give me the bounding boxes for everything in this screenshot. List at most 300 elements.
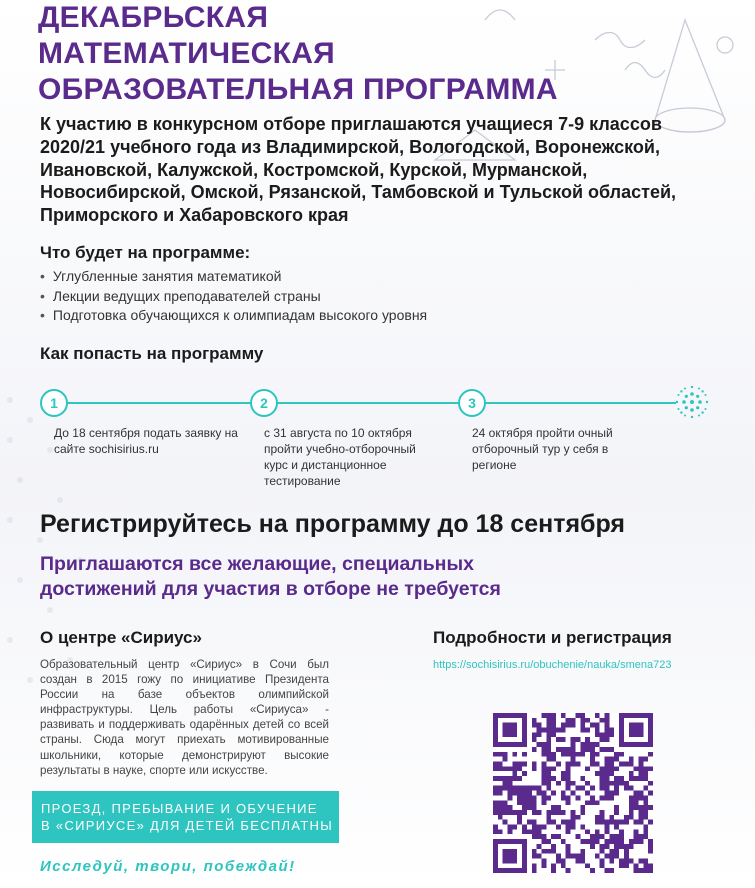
qr-module	[634, 776, 639, 781]
qr-module	[619, 834, 624, 839]
qr-module	[571, 718, 576, 723]
qr-module	[556, 805, 561, 810]
qr-module	[643, 868, 648, 873]
qr-module	[532, 723, 537, 728]
qr-module	[537, 829, 542, 834]
qr-module	[624, 858, 629, 863]
qr-module	[619, 752, 624, 757]
qr-module	[595, 800, 600, 805]
qr-module	[532, 805, 537, 810]
qr-module	[619, 844, 624, 849]
qr-module	[585, 766, 590, 771]
qr-code[interactable]	[493, 713, 653, 873]
qr-module	[532, 825, 537, 830]
qr-module	[561, 737, 566, 742]
qr-module	[512, 791, 517, 796]
qr-module	[566, 854, 571, 859]
qr-module	[498, 752, 503, 757]
step-2-text: с 31 августа по 10 октября пройти учебно-отборочный курс и дистанционное тестирование	[264, 426, 416, 488]
qr-module	[532, 718, 537, 723]
qr-module	[561, 747, 566, 752]
qr-module	[561, 791, 566, 796]
qr-module	[629, 786, 634, 791]
qr-module	[571, 854, 576, 859]
qr-module	[512, 766, 517, 771]
register-subheading	[40, 552, 501, 602]
qr-module	[561, 713, 566, 718]
qr-module	[605, 795, 610, 800]
qr-module	[508, 781, 513, 786]
qr-module	[643, 786, 648, 791]
qr-module	[629, 805, 634, 810]
qr-module	[493, 791, 498, 796]
qr-module	[498, 791, 503, 796]
qr-module	[585, 791, 590, 796]
qr-module	[643, 829, 648, 834]
qr-module	[609, 815, 614, 820]
qr-module	[638, 815, 643, 820]
qr-module	[546, 815, 551, 820]
qr-module	[537, 728, 542, 733]
qr-module	[527, 786, 532, 791]
qr-module	[609, 781, 614, 786]
qr-module	[551, 757, 556, 762]
invitation-text: К участию в конкурсном отборе приглашаются учащиеся 7-9 классов 2020/21 учебного года из Владимирской, Вологодской, Воронежской, Ивановской, Калужской, Костромской, Курской, Мурманской, Новосибирской, Омской, Рязанской, Тамбовской и Тульской областей, Приморского и Хабаровского края	[40, 114, 677, 226]
qr-module	[590, 786, 595, 791]
qr-module	[629, 844, 634, 849]
qr-module	[503, 752, 508, 757]
qr-module	[614, 805, 619, 810]
qr-module	[571, 815, 576, 820]
qr-module	[508, 776, 513, 781]
qr-module	[508, 825, 513, 830]
qr-module	[517, 815, 522, 820]
qr-module	[590, 752, 595, 757]
qr-module	[546, 742, 551, 747]
qr-module	[571, 723, 576, 728]
qr-module	[551, 820, 556, 825]
qr-module	[624, 815, 629, 820]
qr-module	[561, 810, 566, 815]
qr-module	[600, 863, 605, 868]
qr-module	[546, 781, 551, 786]
qr-module	[512, 786, 517, 791]
qr-module	[638, 839, 643, 844]
qr-module	[634, 839, 639, 844]
qr-module	[605, 829, 610, 834]
qr-module	[629, 858, 634, 863]
qr-module	[624, 786, 629, 791]
qr-module	[541, 781, 546, 786]
qr-module	[551, 732, 556, 737]
qr-module	[551, 791, 556, 796]
qr-module	[609, 854, 614, 859]
qr-module	[609, 820, 614, 825]
qr-module	[551, 805, 556, 810]
qr-module	[605, 786, 610, 791]
qr-module	[629, 761, 634, 766]
qr-module	[590, 868, 595, 873]
qr-module	[605, 757, 610, 762]
qr-module	[590, 795, 595, 800]
qr-module	[619, 761, 624, 766]
register-sub-line-1: Приглашаются все желающие, специальных	[40, 553, 474, 575]
qr-module	[638, 776, 643, 781]
qr-module	[566, 849, 571, 854]
qr-module	[614, 766, 619, 771]
qr-module	[590, 742, 595, 747]
qr-module	[508, 786, 513, 791]
qr-module	[541, 800, 546, 805]
qr-module	[541, 742, 546, 747]
qr-module	[648, 820, 653, 825]
qr-module	[614, 844, 619, 849]
qr-module	[575, 752, 580, 757]
qr-module	[614, 752, 619, 757]
qr-module	[541, 834, 546, 839]
qr-module	[619, 776, 624, 781]
qr-module	[629, 723, 644, 738]
qr-module	[561, 820, 566, 825]
qr-module	[546, 752, 551, 757]
qr-module	[605, 737, 610, 742]
step-1-text: До 18 сентября подать заявку на сайте sochisirius.ru	[54, 426, 238, 456]
qr-module	[619, 858, 624, 863]
qr-module	[546, 718, 551, 723]
qr-module	[517, 786, 522, 791]
qr-module	[605, 776, 610, 781]
qr-module	[595, 742, 600, 747]
qr-module	[605, 766, 610, 771]
qr-module	[551, 776, 556, 781]
qr-module	[595, 839, 600, 844]
qr-module	[614, 791, 619, 796]
qr-module	[556, 834, 561, 839]
qr-module	[605, 839, 610, 844]
qr-module	[600, 844, 605, 849]
qr-module	[566, 761, 571, 766]
qr-module	[629, 810, 634, 815]
qr-module	[566, 723, 571, 728]
qr-module	[580, 752, 585, 757]
qr-module	[575, 761, 580, 766]
qr-module	[561, 863, 566, 868]
qr-module	[585, 747, 590, 752]
qr-module	[575, 815, 580, 820]
qr-module	[556, 810, 561, 815]
qr-module	[638, 858, 643, 863]
qr-module	[541, 795, 546, 800]
qr-module	[595, 771, 600, 776]
qr-module	[546, 776, 551, 781]
qr-module	[537, 732, 542, 737]
qr-module	[571, 820, 576, 825]
qr-module	[609, 757, 614, 762]
qr-module	[648, 752, 653, 757]
qr-module	[498, 761, 503, 766]
qr-module	[648, 863, 653, 868]
qr-module	[541, 771, 546, 776]
qr-module	[619, 863, 624, 868]
qr-module	[580, 728, 585, 733]
qr-module	[624, 761, 629, 766]
qr-module	[634, 800, 639, 805]
qr-module	[634, 795, 639, 800]
qr-module	[575, 854, 580, 859]
qr-module	[590, 747, 595, 752]
qr-module	[575, 795, 580, 800]
qr-module	[571, 757, 576, 762]
qr-module	[638, 805, 643, 810]
qr-module	[561, 776, 566, 781]
qr-module	[532, 854, 537, 859]
qr-module	[585, 728, 590, 733]
free-banner	[32, 791, 339, 843]
registration-link[interactable]: https://sochisirius.ru/obuchenie/nauka/smena723	[433, 659, 672, 671]
qr-module	[609, 839, 614, 844]
qr-module	[522, 829, 527, 834]
qr-module	[493, 786, 498, 791]
qr-module	[629, 795, 634, 800]
qr-module	[634, 766, 639, 771]
qr-module	[541, 863, 546, 868]
qr-module	[561, 771, 566, 776]
qr-module	[600, 718, 605, 723]
qr-module	[638, 868, 643, 873]
qr-module	[532, 732, 537, 737]
qr-module	[600, 858, 605, 863]
qr-module	[614, 834, 619, 839]
qr-module	[551, 766, 556, 771]
qr-module	[556, 854, 561, 859]
qr-module	[648, 849, 653, 854]
qr-module	[512, 761, 517, 766]
qr-module	[600, 815, 605, 820]
qr-module	[624, 849, 629, 854]
qr-module	[551, 834, 556, 839]
qr-module	[638, 820, 643, 825]
qr-module	[619, 829, 624, 834]
qr-module	[522, 805, 527, 810]
qr-module	[605, 825, 610, 830]
qr-module	[600, 795, 605, 800]
qr-module	[551, 863, 556, 868]
qr-module	[517, 776, 522, 781]
qr-module	[624, 820, 629, 825]
steps-timeline-line	[54, 402, 676, 404]
qr-module	[503, 781, 508, 786]
qr-module	[638, 791, 643, 796]
qr-module	[600, 771, 605, 776]
qr-module	[580, 742, 585, 747]
qr-module	[571, 810, 576, 815]
program-list	[40, 267, 427, 326]
qr-module	[541, 839, 546, 844]
qr-module	[585, 863, 590, 868]
qr-module	[493, 776, 498, 781]
qr-module	[493, 766, 498, 771]
qr-module	[522, 786, 527, 791]
qr-module	[546, 737, 551, 742]
qr-module	[614, 776, 619, 781]
qr-module	[643, 810, 648, 815]
qr-module	[532, 761, 537, 766]
qr-module	[600, 834, 605, 839]
qr-module	[643, 858, 648, 863]
qr-module	[517, 761, 522, 766]
qr-module	[503, 776, 508, 781]
qr-module	[517, 810, 522, 815]
qr-module	[503, 820, 508, 825]
step-1-marker: 1	[40, 389, 68, 417]
qr-module	[532, 829, 537, 834]
qr-module	[493, 810, 498, 815]
qr-module	[643, 815, 648, 820]
qr-module	[512, 810, 517, 815]
qr-module	[498, 805, 503, 810]
qr-module	[566, 825, 571, 830]
program-heading: Что будет на программе:	[40, 243, 251, 262]
qr-module	[503, 800, 508, 805]
qr-module	[643, 800, 648, 805]
qr-module	[532, 849, 537, 854]
qr-module	[546, 713, 551, 718]
qr-module	[609, 834, 614, 839]
qr-module	[595, 820, 600, 825]
qr-module	[546, 757, 551, 762]
qr-module	[590, 757, 595, 762]
qr-module	[643, 766, 648, 771]
qr-module	[537, 844, 542, 849]
qr-module	[517, 766, 522, 771]
qr-module	[566, 771, 571, 776]
qr-module	[614, 810, 619, 815]
qr-module	[638, 771, 643, 776]
qr-module	[580, 810, 585, 815]
qr-module	[541, 728, 546, 733]
free-banner-line-2: В «СИРИУСЕ» ДЛЯ ДЕТЕЙ БЕСПЛАТНЫ	[41, 818, 334, 833]
qr-module	[566, 829, 571, 834]
qr-module	[541, 752, 546, 757]
qr-module	[643, 795, 648, 800]
qr-module	[634, 820, 639, 825]
qr-module	[527, 829, 532, 834]
qr-module	[498, 800, 503, 805]
qr-module	[590, 761, 595, 766]
qr-module	[532, 810, 537, 815]
qr-module	[595, 732, 600, 737]
qr-module	[624, 854, 629, 859]
qr-module	[522, 791, 527, 796]
qr-module	[571, 781, 576, 786]
qr-module	[546, 839, 551, 844]
program-item: • Углубленные занятия математикой	[40, 267, 427, 287]
qr-module	[527, 820, 532, 825]
qr-module	[614, 849, 619, 854]
qr-module	[575, 834, 580, 839]
qr-module	[580, 776, 585, 781]
qr-module	[532, 863, 537, 868]
qr-module	[561, 723, 566, 728]
qr-module	[609, 747, 614, 752]
qr-module	[566, 820, 571, 825]
qr-module	[541, 791, 546, 796]
qr-module	[527, 800, 532, 805]
qr-module	[541, 825, 546, 830]
qr-module	[600, 732, 605, 737]
qr-module	[551, 713, 556, 718]
qr-module	[629, 800, 634, 805]
qr-module	[546, 766, 551, 771]
qr-module	[537, 742, 542, 747]
qr-module	[648, 781, 653, 786]
qr-module	[585, 742, 590, 747]
qr-module	[541, 713, 546, 718]
qr-module	[541, 761, 546, 766]
step-3-text: 24 октября пройти очный отборочный тур у себя в регионе	[472, 426, 613, 472]
qr-module	[503, 810, 508, 815]
qr-module	[580, 713, 585, 718]
qr-module	[614, 781, 619, 786]
qr-module	[546, 723, 551, 728]
qr-module	[634, 834, 639, 839]
qr-module	[566, 718, 571, 723]
qr-module	[609, 849, 614, 854]
qr-module	[648, 791, 653, 796]
qr-module	[585, 718, 590, 723]
qr-module	[580, 805, 585, 810]
qr-module	[605, 761, 610, 766]
qr-module	[546, 820, 551, 825]
qr-module	[605, 718, 610, 723]
qr-module	[537, 810, 542, 815]
qr-module	[522, 825, 527, 830]
qr-module	[590, 839, 595, 844]
qr-module	[561, 752, 566, 757]
qr-module	[600, 810, 605, 815]
qr-module	[600, 786, 605, 791]
qr-module	[498, 776, 503, 781]
qr-module	[634, 829, 639, 834]
qr-module	[580, 786, 585, 791]
qr-module	[551, 718, 556, 723]
qr-module	[498, 810, 503, 815]
qr-module	[561, 795, 566, 800]
qr-module	[629, 776, 634, 781]
page-title	[38, 0, 558, 108]
qr-module	[546, 771, 551, 776]
register-sub-line-2: достижений для участия в отборе не требуется	[40, 578, 501, 600]
qr-module	[508, 766, 513, 771]
qr-module	[605, 723, 610, 728]
qr-module	[566, 868, 571, 873]
qr-module	[648, 805, 653, 810]
qr-module	[517, 800, 522, 805]
qr-module	[614, 839, 619, 844]
qr-module	[580, 849, 585, 854]
qr-module	[556, 761, 561, 766]
qr-module	[638, 795, 643, 800]
qr-module	[493, 800, 498, 805]
qr-module	[571, 791, 576, 796]
free-banner-line-1: ПРОЕЗД, ПРЕБЫВАНИЕ И ОБУЧЕНИЕ	[41, 801, 318, 816]
step-3-marker: 3	[458, 389, 486, 417]
qr-module	[556, 858, 561, 863]
qr-module	[600, 776, 605, 781]
qr-module	[537, 723, 542, 728]
qr-module	[605, 791, 610, 796]
qr-module	[609, 732, 614, 737]
